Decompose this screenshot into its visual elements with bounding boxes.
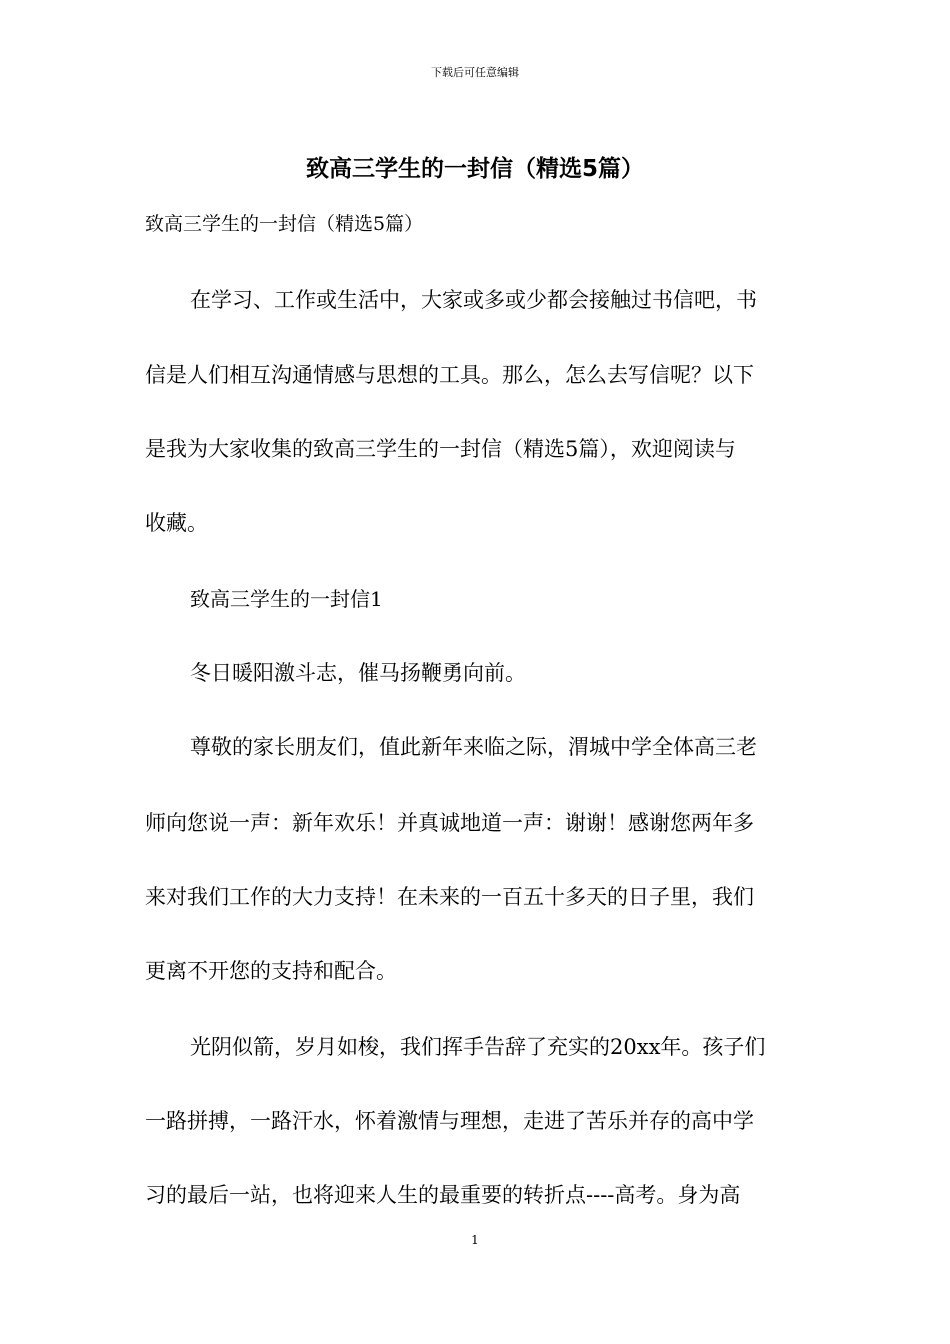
paragraph-line: 尊敬的家长朋友们，值此新年来临之际，渭城中学全体高三老 [190, 735, 757, 759]
paragraph-line: 习的最后一站，也将迎来人生的最重要的转折点----高考。身为高 [145, 1183, 741, 1207]
paragraph-line: 是我为大家收集的致高三学生的一封信（精选5篇），欢迎阅读与 [145, 437, 736, 461]
document-subtitle: 致高三学生的一封信（精选5篇） [145, 213, 424, 235]
section-heading: 致高三学生的一封信1 [190, 587, 383, 611]
paragraph-line: 师向您说一声：新年欢乐！并真诚地道一声：谢谢！感谢您两年多 [145, 811, 754, 835]
page-number: 1 [471, 1233, 479, 1247]
paragraph-line: 来对我们工作的大力支持！在未来的一百五十多天的日子里，我们 [145, 885, 754, 909]
paragraph-line: 收藏。 [145, 511, 208, 535]
paragraph-line: 冬日暖阳激斗志，催马扬鞭勇向前。 [190, 661, 526, 685]
document-title: 致高三学生的一封信（精选5篇） [305, 156, 644, 182]
paragraph-line: 一路拼搏，一路汗水，怀着激情与理想，走进了苦乐并存的高中学 [145, 1109, 754, 1133]
paragraph-line: 信是人们相互沟通情感与思想的工具。那么，怎么去写信呢？以下 [145, 363, 754, 387]
page-header-note: 下载后可任意编辑 [431, 66, 519, 79]
paragraph-line: 光阴似箭，岁月如梭，我们挥手告辞了充实的20xx年。孩子们 [190, 1035, 766, 1059]
paragraph-line: 更离不开您的支持和配合。 [145, 959, 397, 983]
paragraph-line: 在学习、工作或生活中，大家或多或少都会接触过书信吧，书 [190, 288, 757, 312]
